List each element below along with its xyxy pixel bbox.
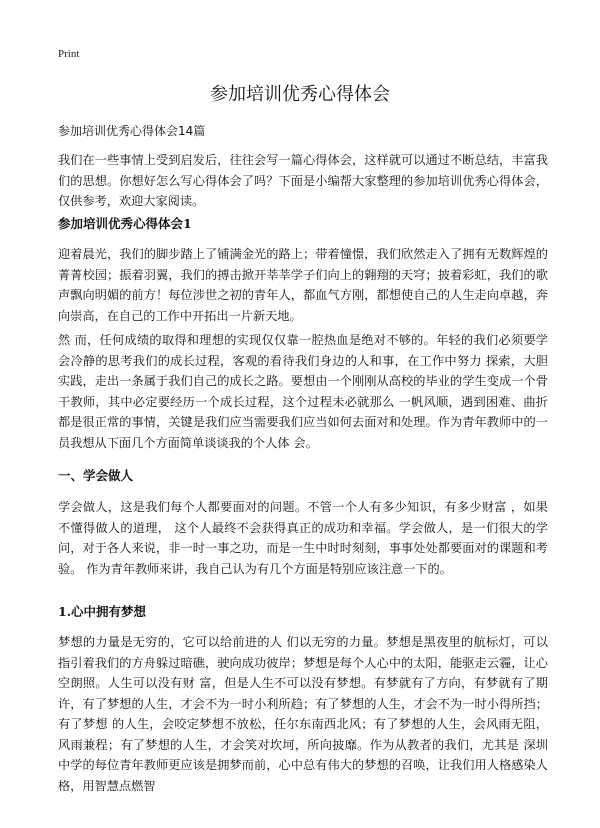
section-heading-1: 参加培训优秀心得体会1 (58, 216, 192, 231)
section1-paragraph-2: 然 而，任何成绩的取得和理想的实现仅仅靠一腔热血是绝对不够的。年轻的我们必须要学会冷静的思考我们的成长过程，客观的看待我们身边的人和事，在工作中努力 探索，大胆实践，走出一条属于我们自己的成长之路。要想由一个刚刚从高校的毕业的学生变成一个骨干教师，其中必定要经历一个成长过程，这个过程未必就那么 一帆风顺，遇到困难、曲折都是很正常的事情，关键是我们应当需要我们应当如何去面对和处理。作为青年教师中的一员我想从下面几个方面简单谈谈我的个人体 会。 (58, 333, 548, 450)
intro-paragraph: 我们在一些事情上受到启发后，往往会写一篇心得体会，这样就可以通过不断总结，丰富我们的思想。你想好怎么写心得体会了吗？下面是小编帮大家整理的参加培训优秀心得体会，仅供参考，欢迎大家阅读。 (58, 153, 548, 208)
section-heading-2: 一、学会做人 (58, 468, 134, 483)
section2-paragraph-1: 学会做人，这是我们每个人都要面对的问题。不管一个人有多少知识，有多少财富 ，如果不懂得做人的道理， 这个人最终不会获得真正的成功和幸福。学会做人，是一们很大的学问，对于各人来说，非一时一事之功，而是一生中时时刻刻，事事处处都要面对的课题和考验。 作为青年教师来讲，我自己认为有几个方面是特别应该注意一下的。 (58, 500, 548, 576)
page-title: 参加培训优秀心得体会 (210, 84, 390, 105)
section-heading-3: 1.心中拥有梦想 (58, 604, 147, 619)
print-link[interactable]: Print (58, 48, 80, 60)
section1-paragraph-1: 迎着晨光，我们的脚步踏上了铺满金光的路上；带着憧憬，我们欣然走入了拥有无数辉煌的菁菁校园；振着羽翼，我们的搏击掀开莘莘学子们向上的翱翔的天穹；披着彩虹，我们的歌声飘向明媚的前方！每位涉世之初的青年人，都血气方刚，都想使自己的人生走向卓越，奔向崇高，在自己的工作中开拓出一片新天地。 (58, 247, 548, 323)
document-subtitle: 参加培训优秀心得体会14篇 (58, 124, 206, 138)
section3-paragraph-1: 梦想的力量是无穷的，它可以给前进的人 们以无穷的力量。梦想是黑夜里的航标灯，可以指引着我们的方舟躲过暗礁，驶向成功彼岸；梦想是每个人心中的太阳，能驱走云霾，让心空朗照。人生可以没有财 富，但是人生不可以没有梦想。有梦就有了方向，有梦就有了期许，有了梦想的人生，才会不为一时小利所趋；有了梦想的人生，才会不为一时小得所挡；有了梦想 的人生，会咬定梦想不放松，任尔东南西北风；有了梦想的人生，会风雨无阻，风雨兼程；有了梦想的人生，才会笑对坎坷，所向披靡。作为从教者的我们，尤其是 深圳中学的每位青年教师更应该是拥梦而前，心中总有伟大的梦想的召唤，让我们用人格感染人格，用智慧点燃智 (58, 635, 548, 793)
